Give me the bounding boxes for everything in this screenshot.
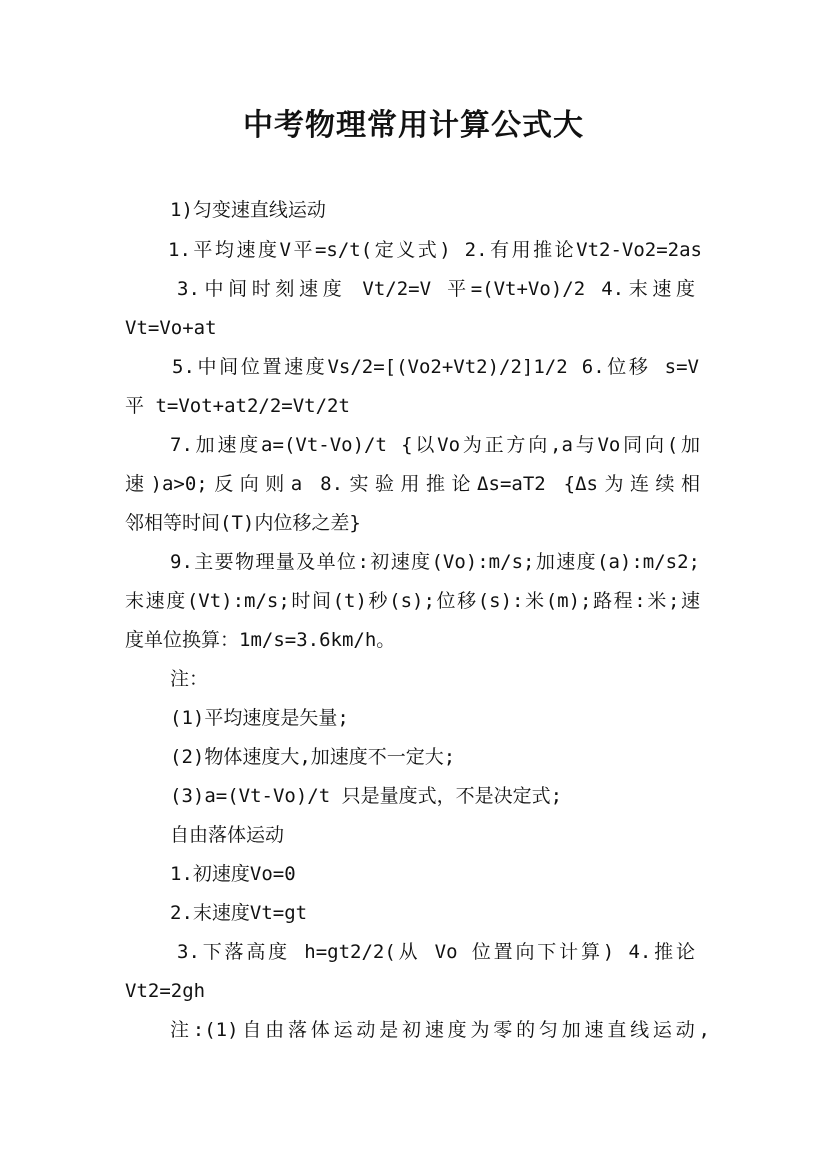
paragraph-line: 速)a>0;反向则a 8.实验用推论Δs=aT2 {Δs为连续相	[125, 473, 700, 495]
paragraph-line: 平 t=Vot+at2/2=Vt/2t	[125, 395, 350, 417]
page-title: 中考物理常用计算公式大	[243, 108, 584, 143]
paragraph-line: 1.平均速度V平=s/t(定义式) 2.有用推论Vt2-Vo2=2as	[168, 239, 702, 261]
paragraph-line: 7.加速度a=(Vt-Vo)/t {以Vo为正方向,a与Vo同向(加	[170, 434, 700, 456]
paragraph-line: 2.末速度Vt=gt	[170, 902, 308, 924]
note-item: (3)a=(Vt-Vo)/t 只是量度式，不是决定式;	[170, 785, 563, 807]
paragraph-line: 度单位换算：1m/s=3.6km/h。	[125, 629, 396, 651]
paragraph-line: 3.中间时刻速度 Vt/2=V 平=(Vt+Vo)/2 4.末速度	[177, 278, 695, 300]
paragraph-line: 邻相等时间(T)内位移之差}	[125, 512, 361, 534]
section-heading-uniform-motion: 1)匀变速直线运动	[170, 199, 326, 221]
paragraph-line: Vt=Vo+at	[125, 317, 217, 339]
note-item: (2)物体速度大,加速度不一定大;	[170, 746, 456, 768]
section-heading-free-fall: 自由落体运动	[170, 824, 285, 846]
paragraph-line: 末速度(Vt):m/s;时间(t)秒(s);位移(s):米(m);路程:米;速	[125, 590, 700, 612]
paragraph-line: 5.中间位置速度Vs/2=[(Vo2+Vt2)/2]1/2 6.位移 s=V	[172, 356, 699, 378]
note-item: (1)平均速度是矢量;	[170, 707, 349, 729]
paragraph-line: 3.下落高度 h=gt2/2(从 Vo 位置向下计算) 4.推论	[177, 941, 695, 963]
paragraph-line: 1.初速度Vo=0	[170, 863, 296, 885]
note-heading: 注：	[170, 668, 209, 690]
paragraph-line: 注:(1)自由落体运动是初速度为零的匀加速直线运动,	[170, 1019, 710, 1041]
paragraph-line: Vt2=2gh	[125, 980, 206, 1002]
paragraph-line: 9.主要物理量及单位:初速度(Vo):m/s;加速度(a):m/s2;	[170, 551, 700, 573]
